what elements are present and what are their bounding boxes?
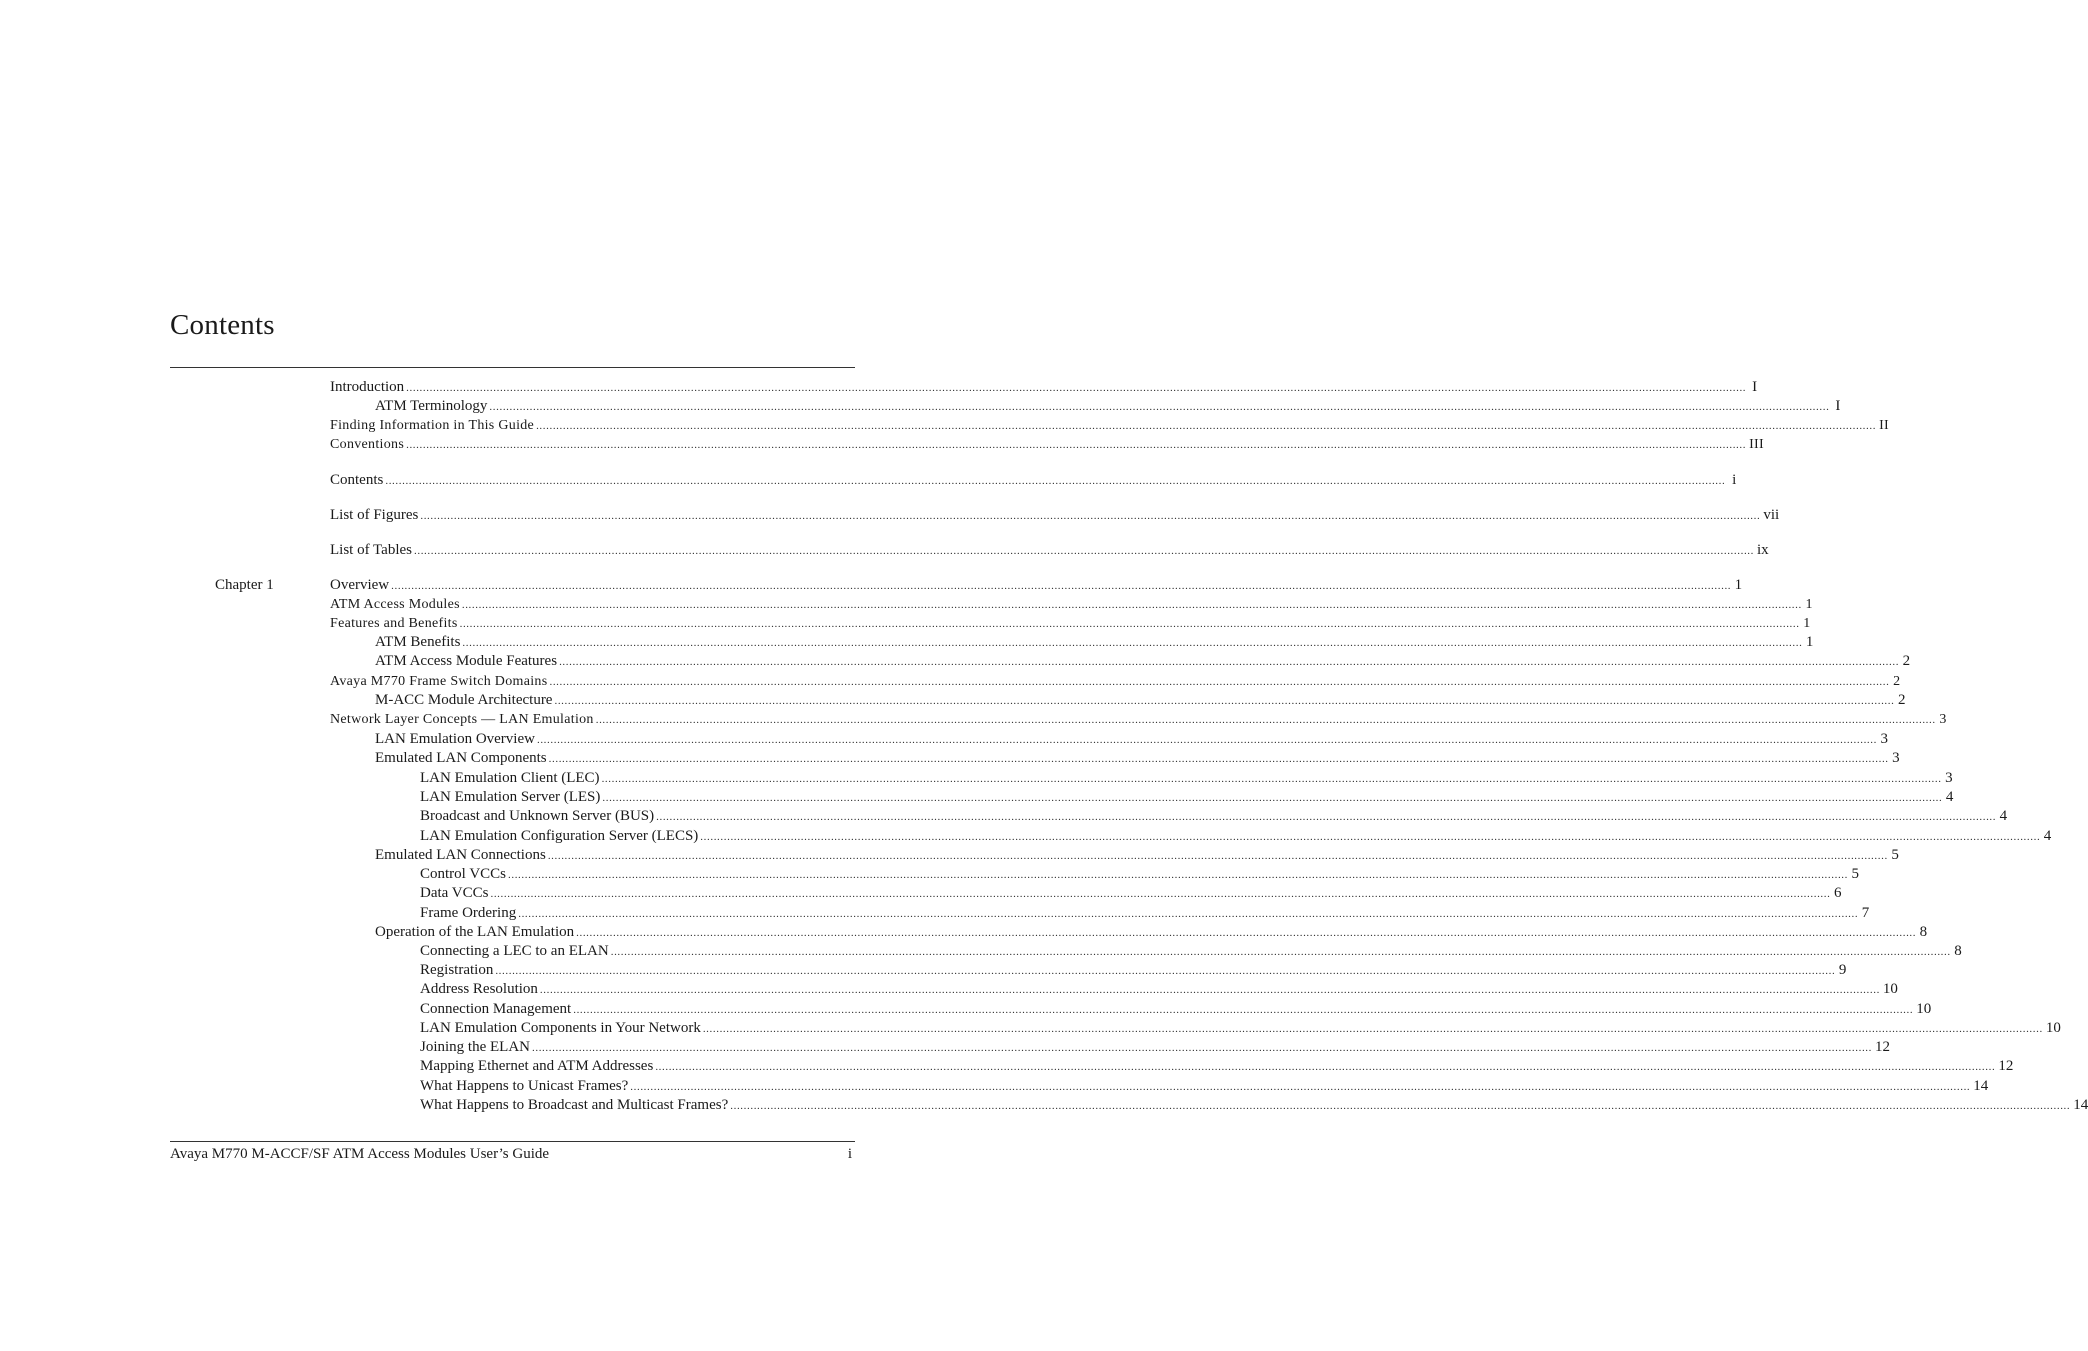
- page-title: Contents: [170, 309, 275, 341]
- toc-entry-title: Data VCCs: [420, 885, 489, 901]
- toc-entry[interactable]: [420, 1038, 1890, 1058]
- dot-leader: ................................................................................................................................................................................................................................................................................................................................................................................................................: [730, 1100, 2071, 1112]
- dot-leader: ................................................................................................................................................................................................................................................................................................................................................................................................................: [702, 1023, 2043, 1035]
- toc-entry-title: Features and Benefits: [330, 616, 458, 631]
- dot-leader: ................................................................................................................................................................................................................................................................................................................................................................................................................: [461, 599, 1802, 611]
- toc-entry[interactable]: [375, 923, 1928, 943]
- toc-entry-title: ATM Benefits: [375, 634, 461, 650]
- toc-entry-title: Emulated LAN Components: [375, 750, 547, 766]
- toc-entry-title: Broadcast and Unknown Server (BUS): [420, 808, 655, 824]
- toc-entry[interactable]: [420, 1077, 1989, 1097]
- toc-page-number: 6: [1833, 885, 1842, 901]
- toc-entry[interactable]: [420, 788, 1954, 808]
- toc-page-number: 7: [1861, 905, 1870, 921]
- toc-row: [0, 595, 1813, 614]
- toc-entry[interactable]: [330, 506, 1780, 526]
- toc-entry[interactable]: [330, 595, 1813, 615]
- toc-entry[interactable]: [330, 471, 1737, 491]
- toc-page-number: 1: [1805, 597, 1813, 612]
- toc-row: [0, 672, 1901, 691]
- toc-entry-title: Registration: [420, 962, 494, 978]
- toc-entry[interactable]: [420, 1019, 2061, 1039]
- toc-row: [0, 652, 1911, 671]
- dot-leader: ................................................................................................................................................................................................................................................................................................................................................................................................................: [391, 580, 1732, 592]
- toc-entry-title: ATM Access Module Features: [375, 653, 558, 669]
- toc-entry[interactable]: [420, 807, 2008, 827]
- toc-entry[interactable]: [420, 1096, 2088, 1116]
- toc-page-number: II: [1879, 418, 1890, 433]
- toc-entry-title: LAN Emulation Overview: [375, 731, 535, 747]
- toc-entry-title: LAN Emulation Client (LEC): [420, 770, 600, 786]
- toc-page-number: 4: [2043, 828, 2052, 844]
- toc-page-number: i: [1732, 472, 1737, 488]
- toc-entry[interactable]: [375, 652, 1911, 672]
- dot-leader: ................................................................................................................................................................................................................................................................................................................................................................................................................: [420, 510, 1761, 522]
- toc-row: [0, 691, 1906, 710]
- toc-page-number: 3: [1939, 712, 1947, 727]
- toc-entry-title: Network Layer Concepts — LAN Emulation: [330, 712, 594, 727]
- toc-page-number: 10: [1882, 981, 1898, 997]
- toc-entry[interactable]: [375, 846, 1899, 866]
- dot-leader: ................................................................................................................................................................................................................................................................................................................................................................................................................: [536, 734, 1877, 746]
- header-divider: [170, 367, 855, 368]
- toc-entry[interactable]: [330, 576, 1743, 596]
- toc-entry-title: LAN Emulation Server (LES): [420, 789, 601, 805]
- footer-divider: [170, 1141, 855, 1142]
- toc-entry[interactable]: [330, 614, 1811, 634]
- dot-leader: ................................................................................................................................................................................................................................................................................................................................................................................................................: [539, 984, 1880, 996]
- dot-leader: ................................................................................................................................................................................................................................................................................................................................................................................................................: [595, 714, 1936, 726]
- toc-page-number: 3: [1892, 750, 1900, 766]
- toc-page-number: 10: [2045, 1020, 2061, 1036]
- toc-entry[interactable]: [420, 980, 1898, 1000]
- toc-page-number: 2: [1897, 692, 1906, 708]
- dot-leader: ................................................................................................................................................................................................................................................................................................................................................................................................................: [489, 401, 1830, 413]
- toc-page-number: 1: [1734, 577, 1743, 593]
- dot-leader: ................................................................................................................................................................................................................................................................................................................................................................................................................: [462, 637, 1803, 649]
- toc-row: [0, 1000, 1932, 1019]
- toc-row: [0, 846, 1899, 865]
- toc-entry-title: Emulated LAN Connections: [375, 847, 546, 863]
- dot-leader: ................................................................................................................................................................................................................................................................................................................................................................................................................: [630, 1081, 1971, 1093]
- dot-leader: ................................................................................................................................................................................................................................................................................................................................................................................................................: [610, 946, 1951, 958]
- toc-entry-title: Mapping Ethernet and ATM Addresses: [420, 1058, 654, 1074]
- toc-row: [0, 1057, 2014, 1076]
- toc-page-number: 3: [1945, 770, 1953, 786]
- toc-entry-title: Finding Information in This Guide: [330, 418, 535, 433]
- toc-entry-title: LAN Emulation Configuration Server (LECS): [420, 828, 699, 844]
- toc-entry[interactable]: [375, 730, 1888, 750]
- toc-row: [0, 397, 1841, 416]
- toc-entry[interactable]: [375, 749, 1900, 769]
- toc-entry[interactable]: [375, 633, 1814, 653]
- toc-row: [0, 1038, 1890, 1057]
- toc-row: [0, 614, 1811, 633]
- toc-entry-title: LAN Emulation Components in Your Network: [420, 1020, 701, 1036]
- dot-leader: ................................................................................................................................................................................................................................................................................................................................................................................................................: [385, 475, 1726, 487]
- toc-entry-title: M-ACC Module Architecture: [375, 692, 553, 708]
- toc-entry-title: Control VCCs: [420, 866, 506, 882]
- dot-leader: ................................................................................................................................................................................................................................................................................................................................................................................................................: [532, 1042, 1872, 1054]
- toc-entry[interactable]: [420, 884, 1842, 904]
- dot-leader: ................................................................................................................................................................................................................................................................................................................................................................................................................: [508, 869, 1848, 881]
- toc-page-number: 5: [1851, 866, 1859, 882]
- toc-page-number: 2: [1893, 674, 1901, 689]
- toc-page-number: III: [1749, 437, 1764, 452]
- toc-entry[interactable]: [330, 541, 1769, 561]
- toc-page-number: 2: [1902, 653, 1911, 669]
- toc-page-number: I: [1835, 398, 1841, 414]
- toc-entry[interactable]: [375, 397, 1841, 417]
- toc-entry[interactable]: [420, 961, 1847, 981]
- dot-leader: ................................................................................................................................................................................................................................................................................................................................................................................................................: [700, 831, 2041, 843]
- toc-page-number: 3: [1880, 731, 1888, 747]
- toc-entry[interactable]: [330, 378, 1758, 398]
- toc-row: [0, 576, 1743, 595]
- toc-entry-title: What Happens to Broadcast and Multicast Frames?: [420, 1097, 729, 1113]
- dot-leader: ................................................................................................................................................................................................................................................................................................................................................................................................................: [559, 656, 1900, 668]
- toc-entry-title: What Happens to Unicast Frames?: [420, 1078, 629, 1094]
- toc-entry-title: ATM Terminology: [375, 398, 488, 414]
- toc-page-number: vii: [1763, 507, 1780, 523]
- toc-row: [0, 730, 1888, 749]
- toc-entry[interactable]: [330, 435, 1764, 455]
- toc-entry[interactable]: [420, 865, 1859, 885]
- toc-entry-title: Operation of the LAN Emulation: [375, 924, 575, 940]
- toc-entry-title: List of Figures: [330, 507, 419, 523]
- toc-row: [0, 961, 1847, 980]
- dot-leader: ................................................................................................................................................................................................................................................................................................................................................................................................................: [547, 850, 1888, 862]
- toc-page-number: 12: [1998, 1058, 2014, 1074]
- toc-row: [0, 1019, 2061, 1038]
- dot-leader: ................................................................................................................................................................................................................................................................................................................................................................................................................: [459, 618, 1800, 630]
- toc-page-number: 4: [1999, 808, 2008, 824]
- dot-leader: ................................................................................................................................................................................................................................................................................................................................................................................................................: [655, 1061, 1996, 1073]
- toc-page-number: 9: [1838, 962, 1847, 978]
- toc-entry[interactable]: [420, 827, 2052, 847]
- toc-entry[interactable]: [375, 691, 1906, 711]
- toc-entry-title: Introduction: [330, 379, 405, 395]
- toc-row: [0, 541, 1769, 560]
- toc-entry[interactable]: [330, 710, 1947, 730]
- toc-entry-title: Frame Ordering: [420, 905, 517, 921]
- toc-row: [0, 904, 1870, 923]
- dot-leader: ................................................................................................................................................................................................................................................................................................................................................................................................................: [576, 927, 1917, 939]
- toc-page-number: 1: [1805, 634, 1814, 650]
- toc-page-number: 14: [1973, 1078, 1989, 1094]
- toc-entry[interactable]: [420, 1057, 2014, 1077]
- dot-leader: ................................................................................................................................................................................................................................................................................................................................................................................................................: [406, 382, 1747, 394]
- toc-page-number: 14: [2073, 1097, 2088, 1113]
- toc-row: [0, 980, 1898, 999]
- toc-row: [0, 435, 1764, 454]
- toc-row: [0, 749, 1900, 768]
- dot-leader: ................................................................................................................................................................................................................................................................................................................................................................................................................: [548, 753, 1889, 765]
- toc-page-number: 1: [1803, 616, 1811, 631]
- toc-row: [0, 788, 1954, 807]
- dot-leader: ................................................................................................................................................................................................................................................................................................................................................................................................................: [518, 908, 1859, 920]
- toc-entry-title: Connection Management: [420, 1001, 572, 1017]
- chapter-label: Chapter 1: [215, 577, 274, 593]
- toc-entry[interactable]: [420, 769, 1953, 789]
- toc-row: [0, 471, 1737, 490]
- dot-leader: ................................................................................................................................................................................................................................................................................................................................................................................................................: [406, 439, 1747, 451]
- toc-row: [0, 416, 1890, 435]
- toc-row: [0, 884, 1842, 903]
- toc-entry[interactable]: [330, 416, 1890, 436]
- toc-entry[interactable]: [420, 1000, 1932, 1020]
- toc-page-number: 8: [1954, 943, 1962, 959]
- dot-leader: ................................................................................................................................................................................................................................................................................................................................................................................................................: [656, 811, 1997, 823]
- toc-row: [0, 827, 2052, 846]
- toc-page-number: I: [1752, 379, 1758, 395]
- toc-row: [0, 710, 1947, 729]
- toc-entry-title: Address Resolution: [420, 981, 538, 997]
- dot-leader: ................................................................................................................................................................................................................................................................................................................................................................................................................: [573, 1004, 1914, 1016]
- toc-entry-title: Overview: [330, 577, 390, 593]
- toc-row: [0, 807, 2008, 826]
- toc-page-number: 8: [1919, 924, 1928, 940]
- toc-row: [0, 1096, 2088, 1115]
- toc-row: [0, 942, 1962, 961]
- toc-row: [0, 865, 1859, 884]
- footer-page-number: i: [847, 1146, 852, 1162]
- dot-leader: ................................................................................................................................................................................................................................................................................................................................................................................................................: [549, 676, 1890, 688]
- toc-entry-title: Connecting a LEC to an ELAN: [420, 943, 609, 959]
- dot-leader: ................................................................................................................................................................................................................................................................................................................................................................................................................: [490, 888, 1831, 900]
- dot-leader: ................................................................................................................................................................................................................................................................................................................................................................................................................: [536, 420, 1877, 432]
- toc-page-number: ix: [1757, 542, 1769, 558]
- toc-row: [0, 1077, 1989, 1096]
- toc-row: [0, 506, 1780, 525]
- dot-leader: ................................................................................................................................................................................................................................................................................................................................................................................................................: [414, 545, 1754, 557]
- toc-row: [0, 769, 1953, 788]
- toc-page-number: 12: [1875, 1039, 1890, 1055]
- toc-entry[interactable]: [330, 672, 1901, 692]
- dot-leader: ................................................................................................................................................................................................................................................................................................................................................................................................................: [495, 965, 1836, 977]
- footer-title: Avaya M770 M-ACCF/SF ATM Access Modules User’s Guide: [170, 1146, 550, 1162]
- toc-page-number: 4: [1945, 789, 1954, 805]
- toc-row: [0, 378, 1758, 397]
- toc-row: [0, 633, 1814, 652]
- toc-page-number: 10: [1916, 1001, 1932, 1017]
- toc-row: [0, 923, 1928, 942]
- toc-page-number: 5: [1891, 847, 1899, 863]
- toc-entry-title: Conventions: [330, 437, 405, 452]
- toc-entry-title: List of Tables: [330, 542, 412, 558]
- dot-leader: ................................................................................................................................................................................................................................................................................................................................................................................................................: [602, 792, 1943, 804]
- toc-entry-title: Contents: [330, 472, 384, 488]
- toc-entry[interactable]: [420, 942, 1962, 962]
- toc-entry-title: ATM Access Modules: [330, 597, 460, 612]
- dot-leader: ................................................................................................................................................................................................................................................................................................................................................................................................................: [554, 695, 1895, 707]
- toc-entry-title: Joining the ELAN: [420, 1039, 530, 1055]
- toc-entry-title: Avaya M770 Frame Switch Domains: [330, 674, 548, 689]
- toc-entry[interactable]: [420, 904, 1870, 924]
- dot-leader: ................................................................................................................................................................................................................................................................................................................................................................................................................: [601, 773, 1942, 785]
